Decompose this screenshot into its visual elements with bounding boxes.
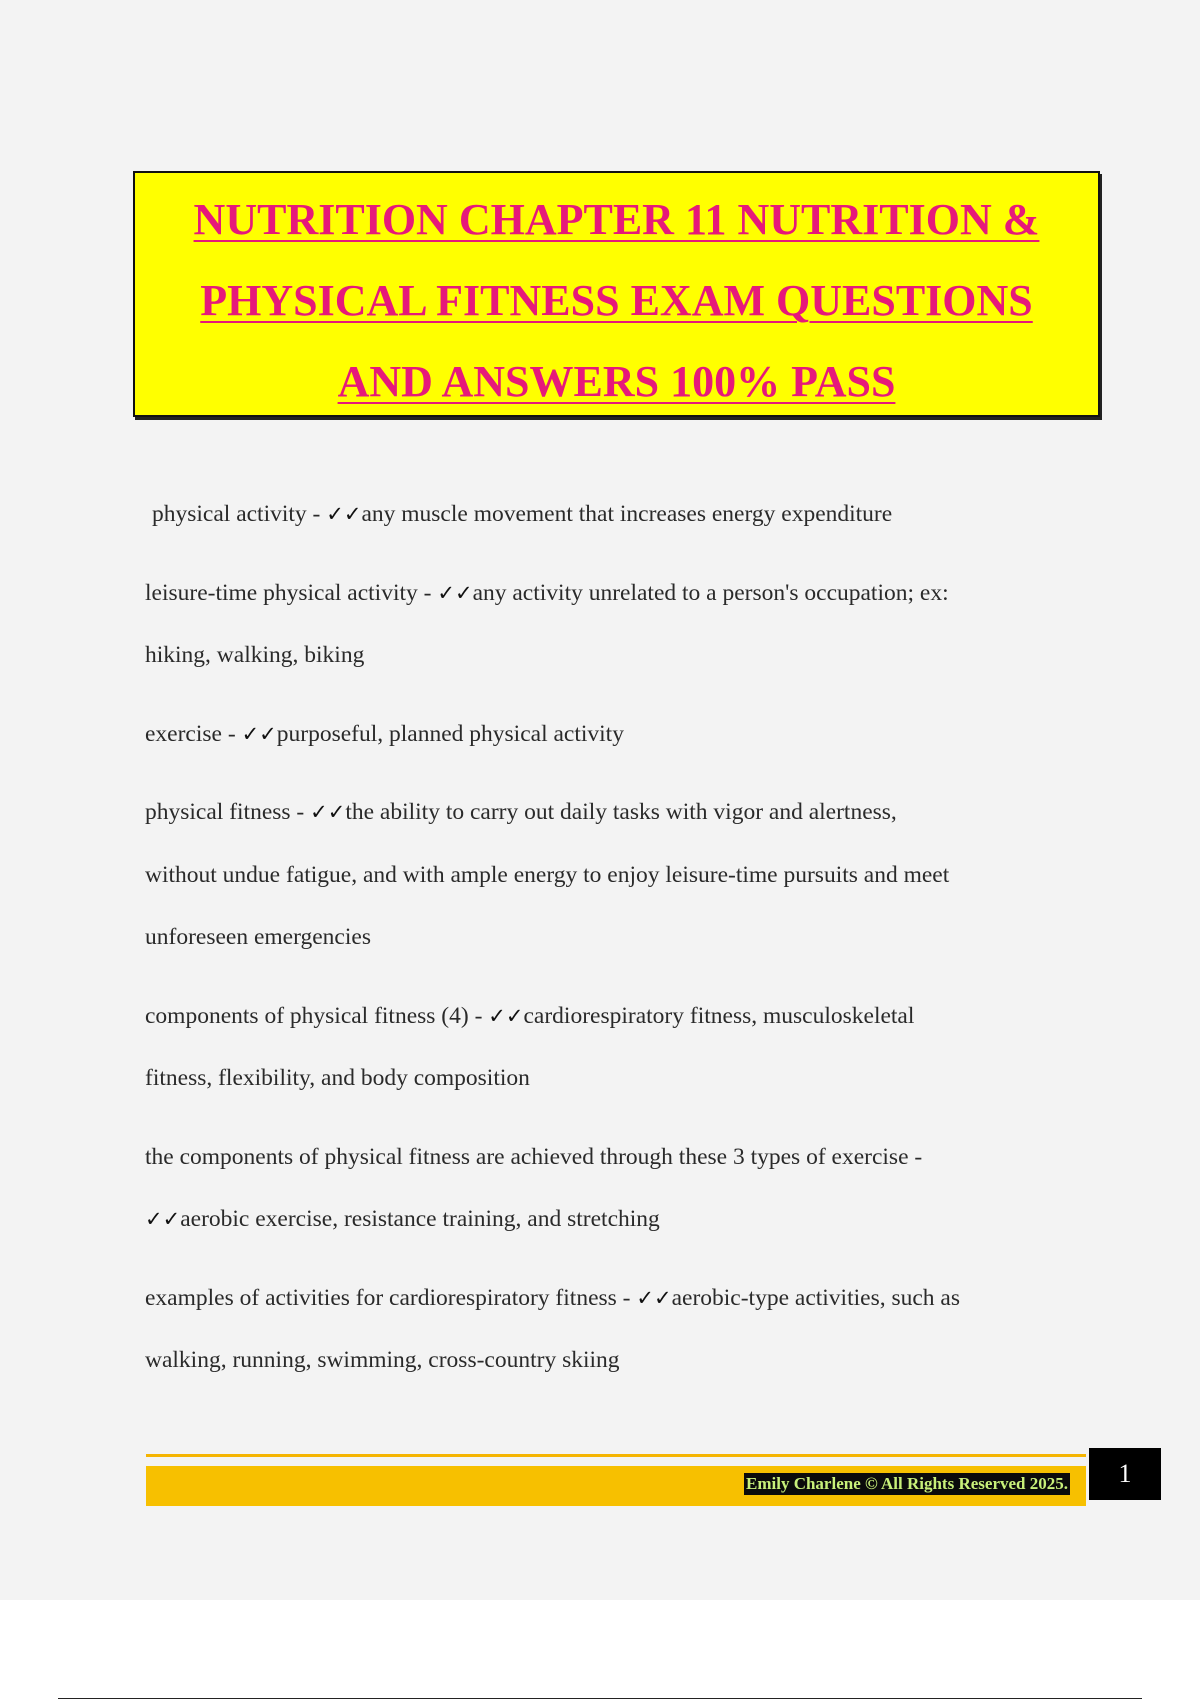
double-check-icon: ✓✓ [488,1003,524,1028]
title-box [133,171,1100,417]
footer-bar [146,1466,1086,1506]
qa-term: leisure-time physical activity - [145,579,438,606]
footer-rule [146,1454,1086,1457]
double-check-icon: ✓✓ [326,502,362,526]
qa-term: the components of physical fitness are achieved through these 3 types of exercise - [145,1143,923,1170]
qa-line [145,562,1085,625]
next-page-divider [58,1698,1142,1699]
qa-item-types-of-exercise [145,1126,1085,1251]
qa-item-physical-activity [145,483,1085,546]
qa-term: exercise - [145,720,242,747]
qa-answer-continued: fitness, flexibility, and body composition [145,1065,530,1091]
qa-line [145,985,1085,1048]
qa-answer: aerobic-type activities, such as [671,1284,960,1311]
qa-answer-continued: without undue fatigue, and with ample energy to enjoy leisure-time pursuits and meet [145,861,950,888]
double-check-icon: ✓✓ [145,1207,181,1231]
copyright-notice: Emily Charlene © All Rights Reserved 2025. [746,1474,1068,1493]
title-line-3: AND ANSWERS 100% PASS [337,357,896,406]
qa-answer: cardiorespiratory fitness, musculoskeletal [523,1002,915,1029]
qa-item-leisure-time-physical-activity [145,562,1085,687]
double-check-icon: ✓✓ [241,721,277,746]
qa-term: physical activity - [152,501,327,527]
title-line-1: NUTRITION CHAPTER 11 NUTRITION & [193,195,1040,244]
double-check-icon: ✓✓ [636,1285,672,1310]
qa-answer: purposeful, planned physical activity [276,720,624,747]
qa-term: components of physical fitness (4) - [145,1002,489,1029]
qa-line [145,703,1085,766]
qa-answer: the ability to carry out daily tasks with vigor and alertness, [345,799,897,825]
qa-item-physical-fitness [145,781,1085,969]
qa-term: physical fitness - [145,799,311,825]
qa-answer: any muscle movement that increases energy expenditure [361,501,893,527]
qa-answer-continued: hiking, walking, biking [145,642,365,668]
qa-answer: aerobic exercise, resistance training, and stretching [180,1206,660,1232]
qa-list [145,483,1085,1392]
qa-answer-continued: walking, running, swimming, cross-country skiing [145,1347,620,1373]
qa-term: examples of activities for cardiorespiratory fitness - [145,1284,637,1311]
qa-line [145,1267,1085,1330]
page-number: 1 [1089,1448,1161,1500]
double-check-icon: ✓✓ [437,580,473,605]
title-line-2: PHYSICAL FITNESS EXAM QUESTIONS [200,276,1033,325]
qa-answer-continued: unforeseen emergencies [145,924,371,950]
qa-line [152,483,1085,546]
qa-answer: any activity unrelated to a person's occupation; ex: [472,579,949,606]
qa-item-components-of-physical-fitness [145,985,1085,1110]
double-check-icon: ✓✓ [310,800,346,824]
qa-line [145,1188,1085,1251]
qa-line [145,781,1085,844]
qa-item-cardiorespiratory-activities [145,1267,1085,1392]
qa-item-exercise [145,703,1085,766]
